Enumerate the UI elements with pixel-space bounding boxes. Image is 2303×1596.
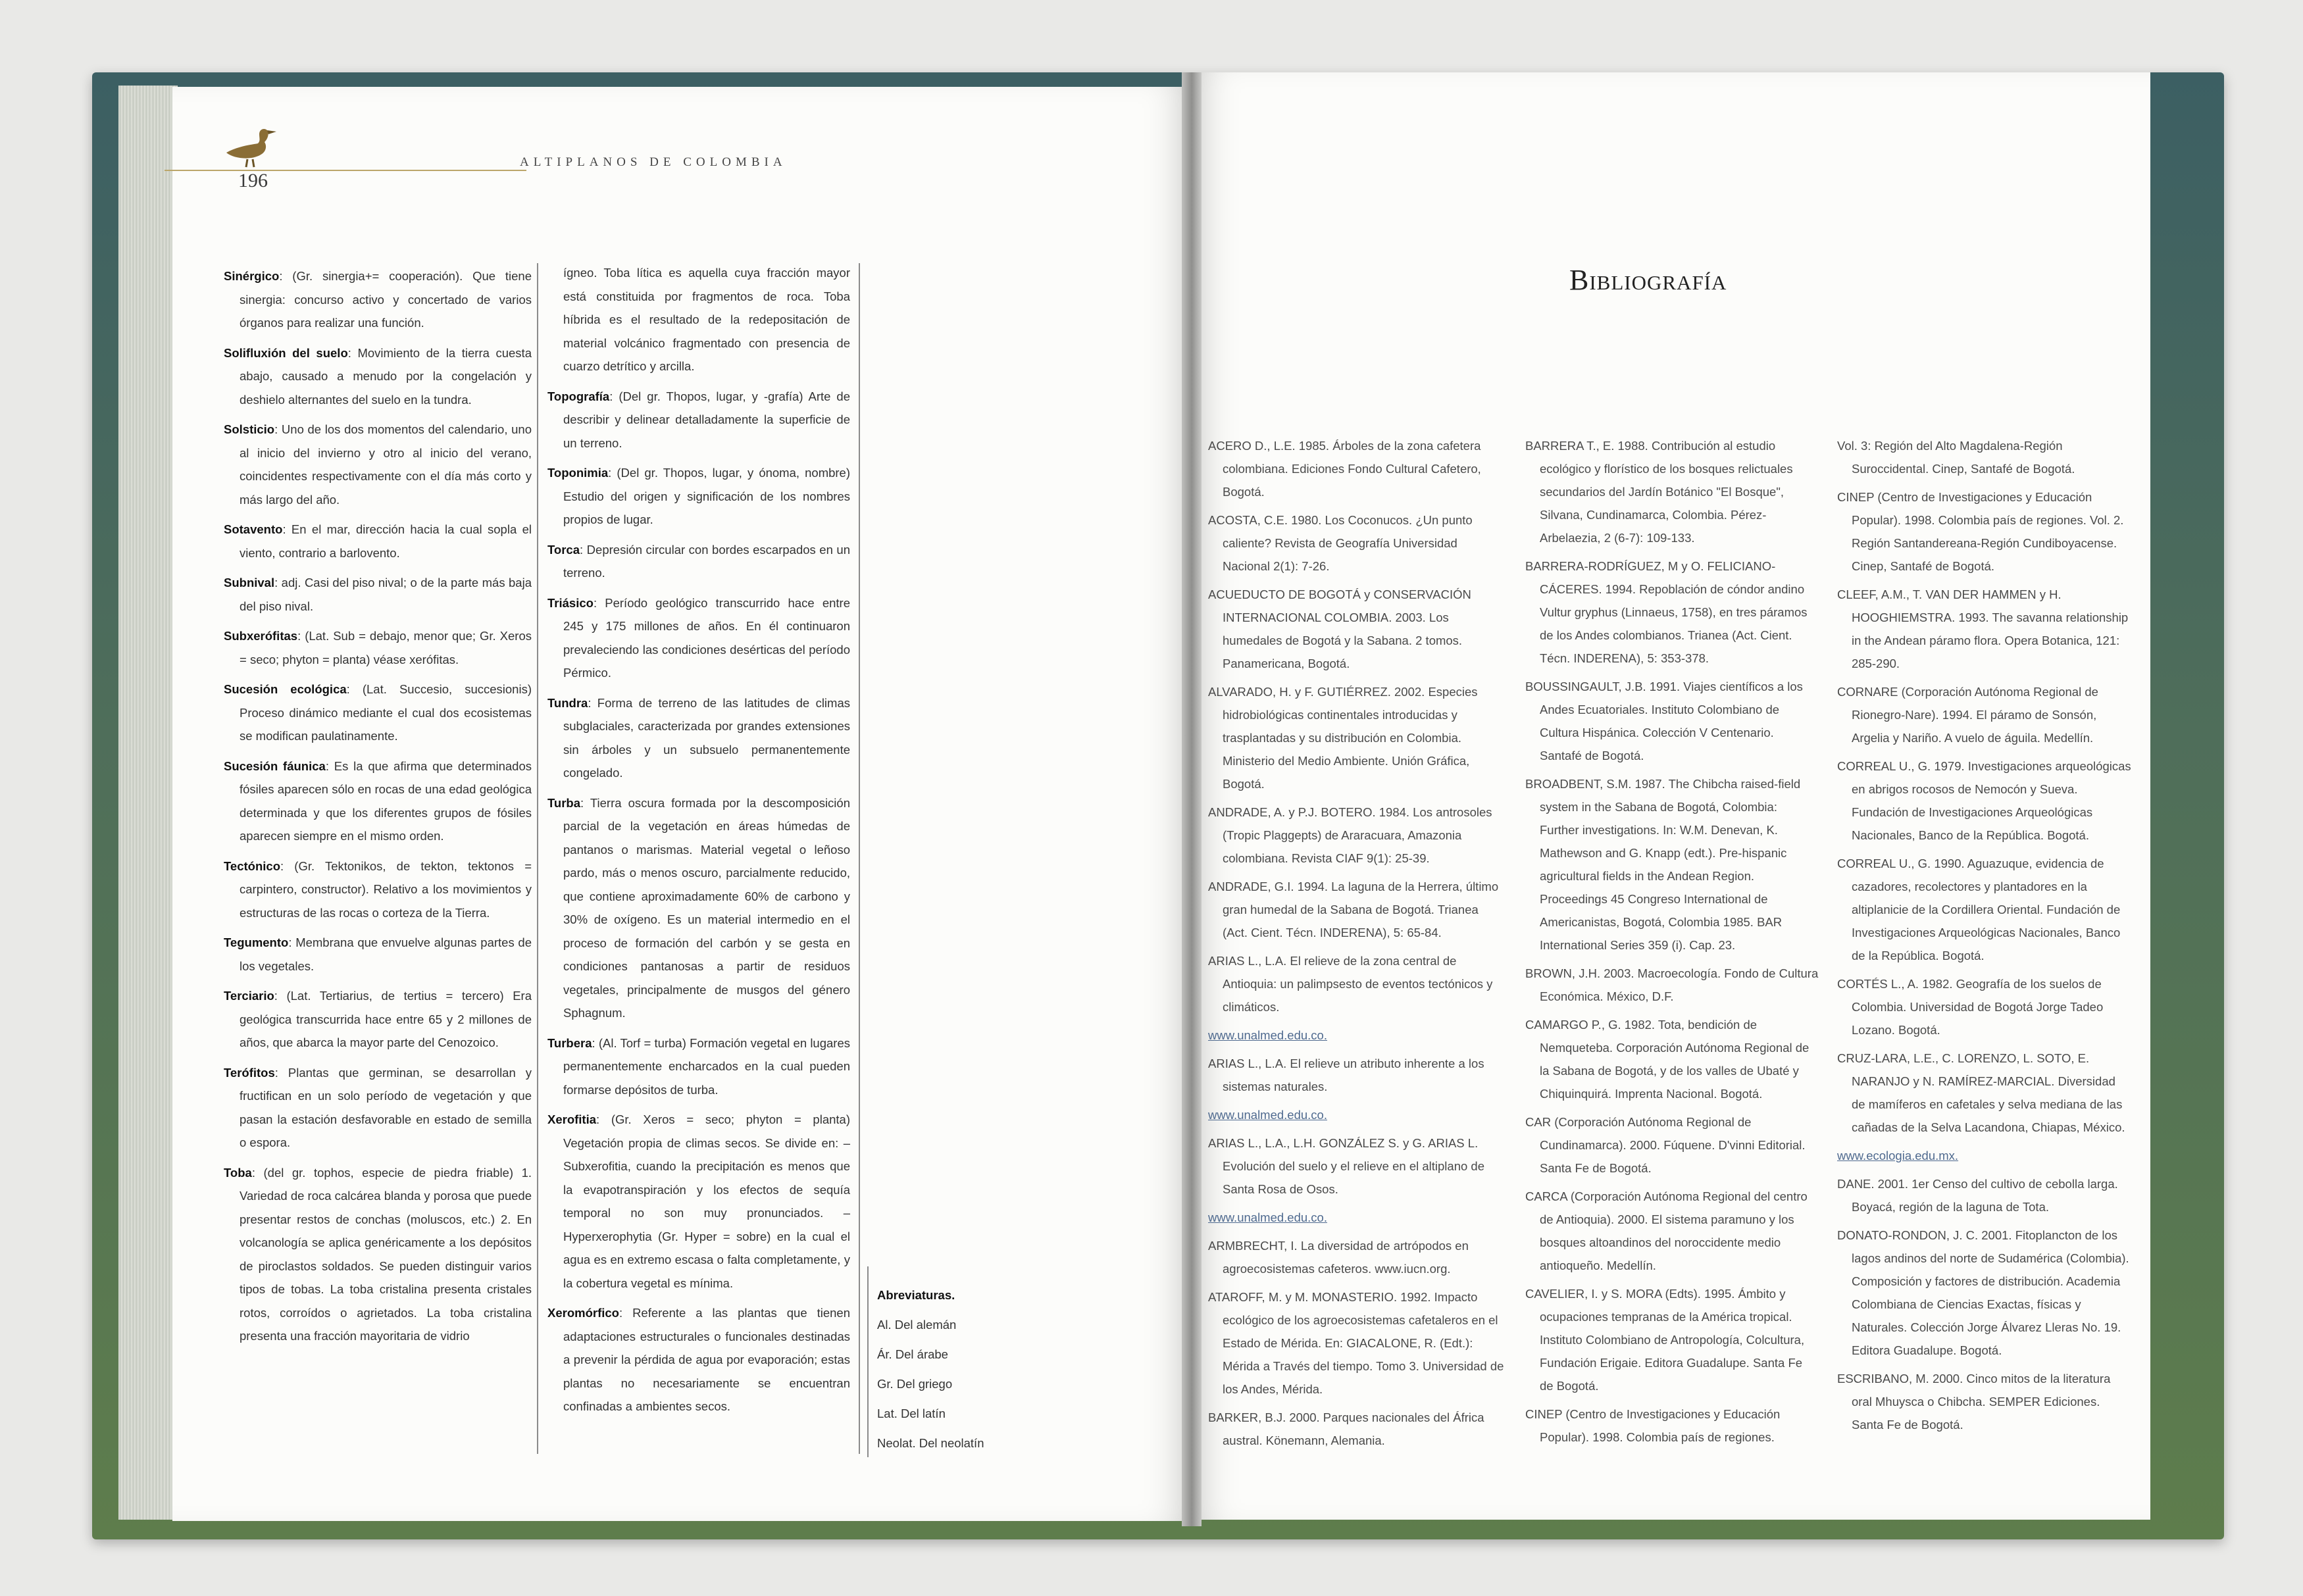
abbreviation-item: Neolat. Del neolatín xyxy=(877,1436,984,1450)
reference-entry: ANDRADE, A. y P.J. BOTERO. 1984. Los antrosoles (Tropic Plaggepts) de Araracuara, Amazonia colombiana. Revista CIAF 9(1): 25-39. xyxy=(1208,805,1492,865)
glossary-entry xyxy=(224,518,532,564)
glossary-term: Terciario xyxy=(224,989,274,1003)
reference-entry: CARCA (Corporación Autónoma Regional del centro de Antioquia). 2000. El sistema paramuno y los bosques altoandinos del noroccidente medio antioqueño. Medellín. xyxy=(1525,1189,1808,1272)
reference-entry: ARIAS L., L.A. El relieve de la zona central de Antioquia: un palimpsesto de eventos tectónicos y climáticos. xyxy=(1208,954,1493,1014)
glossary-column-2 xyxy=(547,261,850,1425)
reference-entry: CLEEF, A.M., T. VAN DER HAMMEN y H. HOOGHIEMSTRA. 1993. The savanna relationship in the Andean páramo flora. Opera Botanica, 121: 285-290. xyxy=(1837,587,2129,670)
glossary-definition: : Tierra oscura formada por la descomposición parcial de la vegetación en áreas húmedas de pantanos o marismas. Material vegetal o leñoso pardo, más o menos oscuro, parcialmente reducido, que contiene aproximadamente 60% de carbono y 30% de oxígeno. Es un material intermedio en el proceso de formación del carbón y se gesta en condiciones pantanosas a partir de residuos vegetales, principalmente de musgos del género Sphagnum. xyxy=(563,795,850,1020)
glossary-definition: : Membrana que envuelve algunas partes de los vegetales. xyxy=(240,935,532,973)
glossary-definition: : (Gr. sinergia+= cooperación). Que tiene sinergia: concurso activo y concertado de varios órganos para realizar una función. xyxy=(240,269,532,330)
glossary-definition: : Plantas que germinan, se desarrollan y fructifican en un solo período de vegetación y que pasan la estación desfavorable en estado de semilla o espora. xyxy=(240,1065,532,1149)
glossary-definition: : (Lat. Tertiarius, de tertius = tercero) Era geológica transcurrida hace entre 65 y 2 millones de años, que abarca la mayor parte del Cenozoico. xyxy=(240,989,532,1049)
glossary-term: Tectónico xyxy=(224,859,280,873)
reference-entry: ARIAS L., L.A., L.H. GONZÁLEZ S. y G. ARIAS L. Evolución del suelo y el relieve en el altiplano de Santa Rosa de Osos. xyxy=(1208,1136,1485,1196)
glossary-term: Sucesión ecológica xyxy=(224,682,347,696)
reference-entry: DANE. 2001. 1er Censo del cultivo de cebolla larga. Boyacá, región de la laguna de Tota. xyxy=(1837,1177,2118,1214)
reference-entry: ARMBRECHT, I. La diversidad de artrópodos en agroecosistemas cafeteros. www.iucn.org. xyxy=(1208,1239,1469,1276)
bibliography-column-3 xyxy=(1837,434,2132,1441)
running-head: ALTIPLANOS DE COLOMBIA xyxy=(520,155,787,169)
glossary-definition: : (del gr. tophos, especie de piedra friable) 1. Variedad de roca calcárea blanda y porosa que puede presentar restos de conchas (moluscos, etc.) 2. En volcanología se aplica genéricamente a los depósitos de piroclastos soldados. Se pueden distinguir varios tipos de tobas. La toba cristalina presenta cristales rotos, corroídos o agrietados. La toba cristalina presenta una fracción mayoritaria de vidrio xyxy=(240,1165,532,1343)
reference-link[interactable]: www.ecologia.edu.mx. xyxy=(1837,1149,1959,1162)
glossary-term: Triásico xyxy=(547,595,594,610)
reference-entry: ACOSTA, C.E. 1980. Los Coconucos. ¿Un punto caliente? Revista de Geografía Universidad Nacional 2(1): 7-26. xyxy=(1208,513,1473,573)
reference-entry: CRUZ-LARA, L.E., C. LORENZO, L. SOTO, E. NARANJO y N. RAMÍREZ-MARCIAL. Diversidad de mamíferos en cafetales y selva mediana de las cañadas de la Selva Lacandona, Chiapas, México. xyxy=(1837,1051,2125,1134)
glossary-definition: : (Al. Torf = turba) Formación vegetal en lugares permanentemente encharcados en la cual pueden formarse depósitos de turba. xyxy=(563,1035,850,1097)
reference-entry: ESCRIBANO, M. 2000. Cinco mitos de la literatura oral Mhuysca o Chibcha. SEMPER Ediciones. Santa Fe de Bogotá. xyxy=(1837,1372,2111,1432)
reference-entry: BARKER, B.J. 2000. Parques nacionales del África austral. Könemann, Alemania. xyxy=(1208,1410,1484,1447)
reference-entry: CORREAL U., G. 1979. Investigaciones arqueológicas en abrigos rocosos de Nemocón y Sueva. Fundación de Investigaciones Arqueológicas Nacionales, Banco de la República. Bogotá. xyxy=(1837,759,2131,842)
bibliography-column-1 xyxy=(1208,434,1504,1457)
glossary-definition: : Depresión circular con bordes escarpados en un terreno. xyxy=(563,542,850,580)
reference-entry: BOUSSINGAULT, J.B. 1991. Viajes científicos a los Andes Ecuatoriales. Instituto Colombiano de Cultura Hispánica. Colección V Centenario. Santafé de Bogotá. xyxy=(1525,680,1803,762)
reference-entry: CORTÉS L., A. 1982. Geografía de los suelos de Colombia. Universidad de Bogotá Jorge Tadeo Lozano. Bogotá. xyxy=(1837,977,2104,1037)
glossary-entry xyxy=(547,691,850,785)
glossary-entry xyxy=(224,624,532,671)
reference-entry: ALVARADO, H. y F. GUTIÉRREZ. 2002. Especies hidrobiológicas continentales introducidas y trasplantadas y su distribución en Colombia. Ministerio del Medio Ambiente. Unión Gráfica, Bogotá. xyxy=(1208,685,1478,791)
glossary-term: Solifluxión del suelo xyxy=(224,345,348,360)
abbreviations-box xyxy=(877,1280,984,1458)
reference-entry: BARRERA-RODRÍGUEZ, M y O. FELICIANO-CÁCERES. 1994. Repoblación de cóndor andino Vultur gryphus (Linnaeus, 1758), en tres páramos de los Andes colombianos. Trianea (Act. Cient. Técn. INDERENA), 5: 353-378. xyxy=(1525,559,1808,665)
glossary-entry xyxy=(547,1108,850,1295)
glossary-term: Turbera xyxy=(547,1035,592,1050)
glossary-term: Torca xyxy=(547,542,580,557)
reference-entry: CINEP (Centro de Investigaciones y Educación Popular). 1998. Colombia país de regiones. Vol. 2. Región Santandereana-Región Cundiboyacense. Cinep, Santafé de Bogotá. xyxy=(1837,490,2124,573)
glossary-term: Sotavento xyxy=(224,522,283,536)
glossary-definition: : (Del gr. Thopos, lugar, y -grafía) Arte de describir y delinear detalladamente la superficie de un terreno. xyxy=(563,389,850,450)
glossary-entry xyxy=(547,461,850,532)
glossary-definition: : Forma de terreno de las latitudes de climas subglaciales, caracterizada por grandes extensiones sin árboles y un subsuelo permanentemente congelado. xyxy=(563,695,850,780)
glossary-entry xyxy=(547,385,850,455)
glossary-entry xyxy=(224,931,532,978)
glossary-definition: : Movimiento de la tierra cuesta abajo, causado a menudo por la congelación y deshielo alternantes del suelo en la tundra. xyxy=(240,345,532,407)
column-divider xyxy=(859,263,860,1454)
glossary-entry xyxy=(547,591,850,685)
reference-link[interactable]: www.unalmed.edu.co. xyxy=(1208,1028,1327,1042)
glossary-definition: : (Del gr. Thopos, lugar, y ónoma, nombre) Estudio del origen y significación de los nombres propios de lugar. xyxy=(563,466,850,526)
glossary-term: Subxerófitas xyxy=(224,629,298,643)
glossary-entry xyxy=(547,538,850,585)
glossary-entry xyxy=(547,1032,850,1102)
reference-entry: CORREAL U., G. 1990. Aguazuque, evidencia de cazadores, recolectores y plantadores en la altiplanicie de la Cordillera Oriental. Fundación de Investigaciones Arqueológicas Nacionales, Banco de la República. Bogotá. xyxy=(1837,857,2121,962)
reference-entry: Vol. 3: Región del Alto Magdalena-Región Suroccidental. Cinep, Santafé de Bogotá. xyxy=(1837,439,2075,476)
glossary-entry xyxy=(224,855,532,925)
reference-entry: ARIAS L., L.A. El relieve un atributo inherente a los sistemas naturales. xyxy=(1208,1057,1484,1093)
glossary-term: Xerofitia xyxy=(547,1112,597,1126)
glossary-term: Tegumento xyxy=(224,935,289,949)
bibliography-column-2 xyxy=(1525,434,1819,1454)
page-number: 196 xyxy=(238,170,268,191)
glossary-term: Subnival xyxy=(224,576,275,589)
column-divider xyxy=(537,263,538,1454)
reference-entry: BROADBENT, S.M. 1987. The Chibcha raised-field system in the Sabana de Bogotá, Colombia: Further investigations. In: W.M. Denevan, K. Mathewson and G. Knapp (edt.). Pre-hispanic agricultural fields in the Andean Region. Proceedings 45 Congreso International de Americanistas, Bogotá, Colombia 1985. BAR International Series 359 (i). Cap. 23. xyxy=(1525,777,1801,952)
reference-link[interactable]: www.unalmed.edu.co. xyxy=(1208,1108,1327,1122)
glossary-definition: : Período geológico transcurrido hace entre 245 y 175 millones de años. En él continuaron prevaleciendo las condiciones desérticas del período Pérmico. xyxy=(563,595,850,680)
glossary-entry xyxy=(224,678,532,748)
glossary-term: Xeromórfico xyxy=(547,1306,619,1320)
abbreviation-item: Lat. Del latín xyxy=(877,1407,946,1420)
glossary-entry xyxy=(224,341,532,412)
glossary-entry xyxy=(224,264,532,335)
reference-entry: ATAROFF, M. y M. MONASTERIO. 1992. Impacto ecológico de los agroecosistemas cafetaleros en el Estado de Mérida. En: GIACALONE, R. (Edt.): Mérida a Través del tiempo. Tomo 3. Universidad de los Andes, Mérida. xyxy=(1208,1290,1504,1396)
reference-entry: DONATO-RONDON, J. C. 2001. Fitoplancton de los lagos andinos del norte de Sudamérica (Colombia). Composición y factores de distribución. Academia Colombiana de Ciencias Exactas, físicas y Naturales. Colección Jorge Álvarez Lleras No. 19. Editora Guadalupe. Bogotá. xyxy=(1837,1228,2129,1357)
reference-entry: ACUEDUCTO DE BOGOTÁ y CONSERVACIÓN INTERNACIONAL COLOMBIA. 2003. Los humedales de Bogotá y la Sabana. 2 tomos. Panamericana, Bogotá. xyxy=(1208,587,1471,670)
glossary-definition: : En el mar, dirección hacia la cual sopla el viento, contrario a barlovento. xyxy=(240,522,532,560)
abbreviations-title: Abreviaturas. xyxy=(877,1288,955,1302)
glossary-term: Sucesión fáunica xyxy=(224,759,326,773)
glossary-entry xyxy=(224,755,532,848)
glossary-entry xyxy=(224,984,532,1055)
duck-icon xyxy=(221,125,280,171)
glossary-definition: : (Lat. Succesio, succesionis) Proceso dinámico mediante el cual dos ecosistemas se modifican paulatinamente. xyxy=(240,682,532,743)
glossary-term: Toponimia xyxy=(547,466,609,480)
glossary-definition: : Es la que afirma que determinados fósiles aparecen sólo en rocas de una edad geológica determinada y que los diferentes grupos de fósiles aparecen siempre en el mismo orden. xyxy=(240,759,532,843)
reference-entry: CINEP (Centro de Investigaciones y Educación Popular). 1998. Colombia país de regiones. xyxy=(1525,1407,1781,1444)
glossary-definition: : adj. Casi del piso nival; o de la parte más baja del piso nival. xyxy=(240,576,532,613)
reference-entry: CAVELIER, I. y S. MORA (Edts). 1995. Ámbito y ocupaciones tempranas de la América tropical. Instituto Colombiano de Antropología, Colcultura, Fundación Erigaie. Editora Guadalupe. Santa Fe de Bogotá. xyxy=(1525,1287,1805,1393)
abbreviation-item: Ár. Del árabe xyxy=(877,1347,948,1361)
glossary-definition: ígneo. Toba lítica es aquella cuya fracción mayor está constituida por fragmentos de roca. Toba híbrida es el resultado de la redepositación de material volcánico fragmentado con presencia de cuarzo detrítico y arcilla. xyxy=(563,266,850,373)
glossary-term: Sinérgico xyxy=(224,269,280,283)
reference-entry: CAMARGO P., G. 1982. Tota, bendición de Nemqueteba. Corporación Autónoma Regional de la Sabana de Bogotá, y de los valles de Ubaté y Chiquinquirá. Imprenta Nacional. Bogotá. xyxy=(1525,1018,1810,1101)
glossary-entry xyxy=(224,1061,532,1155)
glossary-term: Topografía xyxy=(547,389,610,403)
glossary-definition: : (Gr. Tektonikos, de tekton, tektonos = carpintero, constructor). Relativo a los movimientos y estructuras de las rocas o corteza de la Tierra. xyxy=(240,859,532,920)
glossary-entry xyxy=(224,571,532,618)
bibliography-title: Bibliografía xyxy=(1569,264,1727,296)
glossary-term: Solsticio xyxy=(224,422,275,436)
reference-entry: BARRERA T., E. 1988. Contribución al estudio ecológico y florístico de los bosques relictuales secundarios del Jardín Botánico "El Bosque", Silvana, Cundinamarca, Colombia. Pérez-Arbelaezia, 2 (6-7): 109-133. xyxy=(1525,439,1793,545)
abbreviation-item: Gr. Del griego xyxy=(877,1377,953,1391)
glossary-entry xyxy=(224,1161,532,1348)
reference-entry: CAR (Corporación Autónoma Regional de Cundinamarca). 2000. Fúquene. D'vinni Editorial. Santa Fe de Bogotá. xyxy=(1525,1115,1806,1175)
reference-entry: CORNARE (Corporación Autónoma Regional de Rionegro-Nare). 1994. El páramo de Sonsón, Argelia y Nariño. A vuelo de águila. Medellín. xyxy=(1837,685,2098,745)
glossary-term: Turba xyxy=(547,795,581,810)
glossary-term: Terófitos xyxy=(224,1065,275,1080)
glossary-definition: : Uno de los dos momentos del calendario, uno al inicio del invierno y otro al inicio del verano, coincidentes respectivamente con el día más corto y más largo del año. xyxy=(240,422,532,507)
book-gutter xyxy=(1182,72,1202,1526)
glossary-term: Toba xyxy=(224,1165,252,1180)
reference-entry: ACERO D., L.E. 1985. Árboles de la zona cafetera colombiana. Ediciones Fondo Cultural Cafetero, Bogotá. xyxy=(1208,439,1481,499)
glossary-term: Tundra xyxy=(547,695,588,710)
glossary-definition: : Referente a las plantas que tienen adaptaciones estructurales o funcionales destinadas a prevenir la pérdida de agua por evaporación; estas plantas no necesariamente se encuentran confinadas a ambientes secos. xyxy=(563,1306,850,1413)
glossary-entry xyxy=(224,418,532,511)
reference-link[interactable]: www.unalmed.edu.co. xyxy=(1208,1210,1327,1224)
page-edges xyxy=(118,86,178,1520)
glossary-entry xyxy=(547,261,850,378)
glossary-entry xyxy=(547,791,850,1025)
glossary-definition: : (Lat. Sub = debajo, menor que; Gr. Xeros = seco; phyton = planta) véase xerófitas. xyxy=(240,629,532,666)
glossary-definition: : (Gr. Xeros = seco; phyton = planta) Vegetación propia de climas secos. Se divide en: –Subxerofitia, cuando la precipitación es menos que la evapotranspiración y los efectos de sequía temporal no son muy pronunciados. –Hyperxerophytia (Gr. Hyper = sobre) en la cual el agua es en extremo escasa o falta completamente, y la cobertura vegetal es mínima. xyxy=(563,1112,850,1290)
column-divider xyxy=(867,1266,869,1457)
reference-entry: ANDRADE, G.I. 1994. La laguna de la Herrera, último gran humedal de la Sabana de Bogotá. Trianea (Act. Cient. Técn. INDERENA), 5: 65-84. xyxy=(1208,880,1499,939)
abbreviation-item: Al. Del alemán xyxy=(877,1318,957,1332)
glossary-entry xyxy=(547,1301,850,1418)
reference-entry: BROWN, J.H. 2003. Macroecología. Fondo de Cultura Económica. México, D.F. xyxy=(1525,966,1819,1003)
glossary-column-1 xyxy=(224,264,532,1355)
header-rule xyxy=(164,170,526,171)
